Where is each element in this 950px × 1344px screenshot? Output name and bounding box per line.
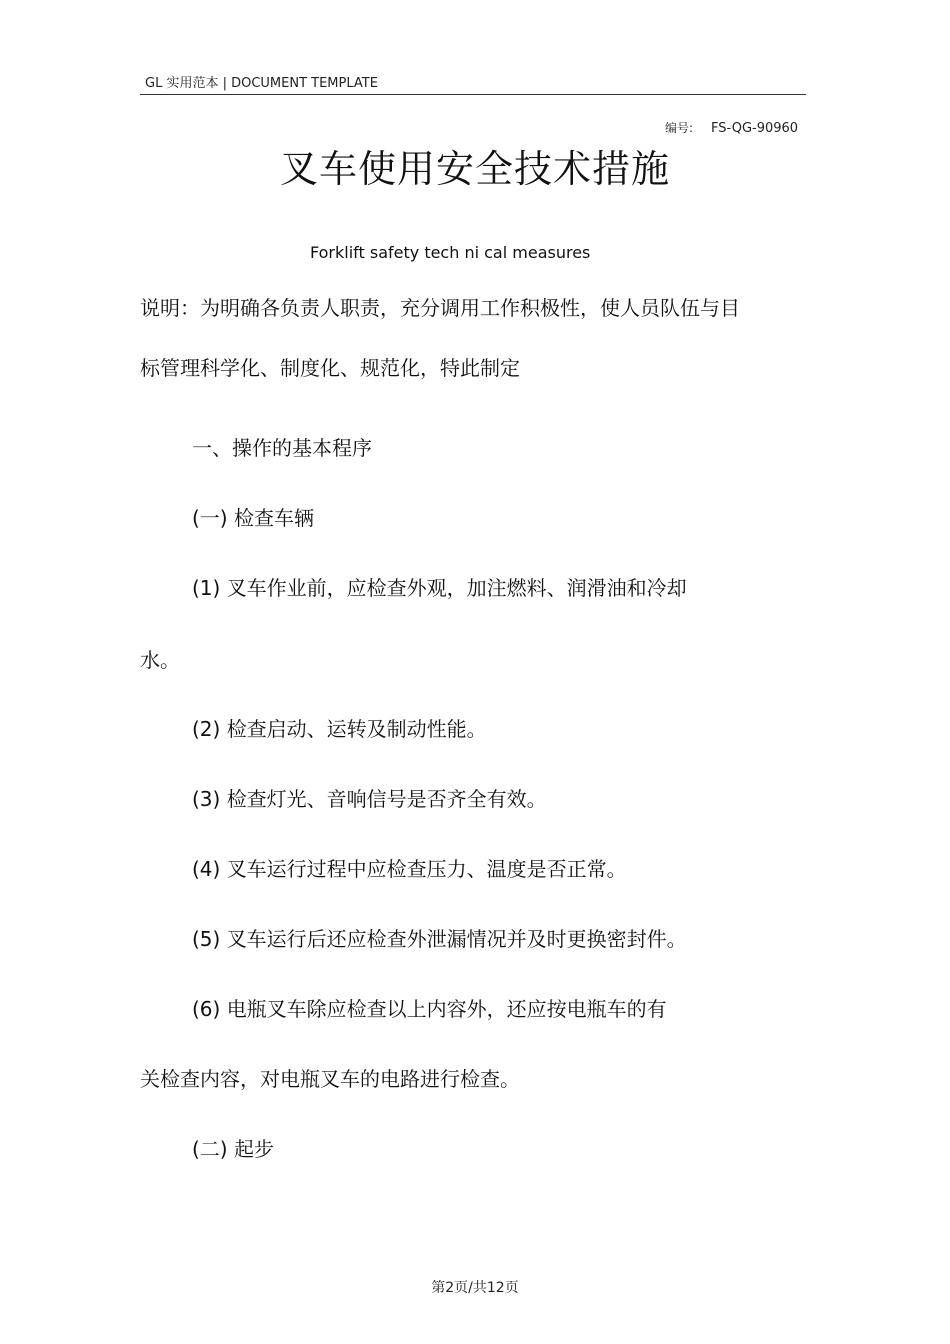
header-divider: [140, 94, 806, 95]
document-subtitle: Forklift safety tech ni cal measures: [310, 243, 591, 262]
list-item-2: (2) 检查启动、运转及制动性能。: [192, 717, 487, 741]
intro-paragraph-line-2: 标管理科学化、制度化、规范化，特此制定: [140, 356, 520, 380]
header-template-label: GL 实用范本 | DOCUMENT TEMPLATE: [145, 76, 378, 91]
document-number-value: FS-QG-90960: [711, 121, 799, 136]
subsection-heading-1: (一) 检查车辆: [192, 506, 314, 530]
list-item-1-line-2: 水。: [140, 648, 180, 672]
document-number-label: 编号:: [665, 121, 694, 135]
list-item-6-line-2: 关检查内容，对电瓶叉车的电路进行检查。: [140, 1067, 520, 1091]
list-item-5: (5) 叉车运行后还应检查外泄漏情况并及时更换密封件。: [192, 927, 687, 951]
list-item-4: (4) 叉车运行过程中应检查压力、温度是否正常。: [192, 857, 627, 881]
document-title: 叉车使用安全技术措施: [279, 147, 670, 191]
intro-paragraph-line-1: 说明：为明确各负责人职责，充分调用工作积极性，使人员队伍与目: [140, 296, 740, 320]
page-number-footer: 第2页/共12页: [431, 1280, 519, 1296]
list-item-1-line-1: (1) 叉车作业前，应检查外观，加注燃料、润滑油和冷却: [192, 576, 687, 600]
subsection-heading-2: (二) 起步: [192, 1137, 274, 1161]
list-item-3: (3) 检查灯光、音响信号是否齐全有效。: [192, 787, 547, 811]
document-number: [665, 119, 798, 136]
list-item-6-line-1: (6) 电瓶叉车除应检查以上内容外，还应按电瓶车的有: [192, 997, 667, 1021]
section-heading-1: 一、操作的基本程序: [192, 436, 372, 460]
